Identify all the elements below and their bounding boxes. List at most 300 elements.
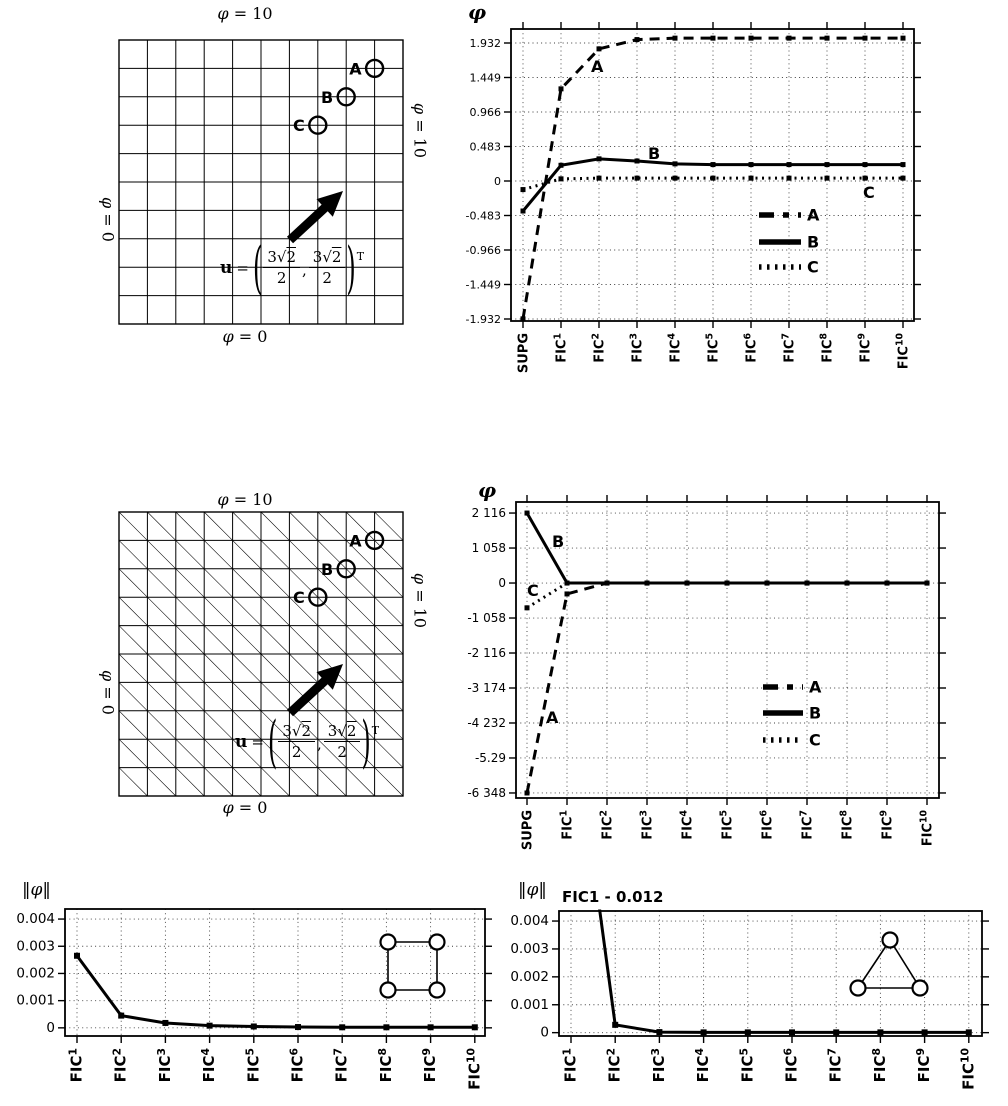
mesh-diagonal [204, 654, 232, 682]
data-point-marker [295, 1024, 301, 1030]
mesh-diagonal [289, 540, 317, 568]
mesh-diagonal [346, 597, 374, 625]
data-point-marker [789, 1029, 795, 1035]
x-tick-label: FIC$^6$ [781, 1048, 801, 1083]
x-tick-label: FIC$^4$ [678, 810, 696, 840]
mesh-diagonal [261, 512, 289, 540]
mesh-diagonal [289, 626, 317, 654]
y-axis-title: φ [468, 0, 487, 24]
mesh-diagonal [147, 711, 175, 739]
y-tick-label: 1.449 [469, 71, 501, 85]
grid-lines [511, 29, 914, 321]
mesh-diagonal [318, 597, 346, 625]
x-tick-label: FIC$^5$ [243, 1048, 263, 1083]
mesh-diagonal [204, 597, 232, 625]
chart-error-norm-quad [0, 880, 500, 1106]
x-tick-label: SUPG [516, 333, 532, 374]
triangular-mesh-drawing [40, 460, 460, 825]
mesh-diagonal [119, 512, 147, 540]
x-tick-label: FIC$^6$ [758, 810, 776, 840]
mesh-diagonal [318, 768, 346, 796]
mesh-diagonal [289, 512, 317, 540]
chart-error-norm-triangle [500, 880, 1008, 1106]
mesh-diagonal [119, 597, 147, 625]
data-point-marker [525, 790, 530, 795]
x-tick-label: FIC$^8$ [869, 1048, 889, 1083]
superscript: 2 [110, 1048, 124, 1056]
phi-symbol: φ [217, 4, 229, 23]
x-tick-label: FIC$^5$ [704, 333, 722, 363]
data-point-marker [597, 46, 602, 51]
mesh-diagonal [375, 512, 403, 540]
y-tick-label: 0 [498, 576, 506, 591]
element-node [883, 933, 898, 948]
data-point-marker [749, 36, 754, 41]
data-point-marker [521, 187, 526, 192]
mesh-diagonal [204, 768, 232, 796]
mesh-diagonal [176, 626, 204, 654]
mesh-diagonal [261, 654, 289, 682]
superscript: 7 [798, 810, 810, 817]
data-point-marker [207, 1023, 213, 1029]
y-tick-label: -1.449 [465, 278, 501, 292]
mesh-diagonal [176, 711, 204, 739]
mesh-diagonal [119, 739, 147, 767]
phi-symbol: φ [98, 197, 118, 209]
mesh-diagonal [233, 569, 261, 597]
boundary-label-left: φ = 0 [98, 670, 118, 715]
y-tick-label: -0.483 [465, 209, 501, 223]
mesh-diagonal [233, 768, 261, 796]
superscript: 9 [420, 1048, 434, 1056]
data-point-marker [745, 1029, 751, 1035]
mesh-diagonal [147, 569, 175, 597]
mesh-diagonal [204, 512, 232, 540]
velocity-arrow [282, 655, 351, 722]
data-point-marker [922, 1029, 928, 1035]
x-tick-label: FIC$^9$ [420, 1048, 440, 1083]
data-point-marker [901, 36, 906, 41]
series-group [74, 953, 478, 1031]
y-tick-label: 0.002 [510, 968, 549, 985]
x-tick-label: FIC$^1$ [66, 1048, 86, 1083]
data-point-marker [925, 581, 930, 586]
mesh-diagonal [176, 739, 204, 767]
superscript: 10 [894, 333, 906, 347]
x-tick-label: FIC$^8$ [838, 810, 856, 840]
y-tick-label: 0.002 [16, 965, 55, 982]
x-tick-label: FIC$^4$ [666, 333, 684, 363]
mesh-diagonal [176, 597, 204, 625]
x-tick-label: FIC$^2$ [590, 333, 608, 363]
mesh-diagonal [147, 512, 175, 540]
mesh-diagonal [147, 540, 175, 568]
axis-ticks [509, 495, 946, 805]
data-point-marker [787, 36, 792, 41]
data-point-marker [635, 176, 640, 181]
superscript: 4 [693, 1048, 707, 1056]
data-point-marker [251, 1023, 257, 1029]
data-point-marker [339, 1024, 345, 1030]
error-chart-quad-svg [0, 880, 500, 1106]
data-point-marker [597, 176, 602, 181]
u-vector: u [220, 257, 233, 278]
mesh-diagonal [204, 626, 232, 654]
mesh-diagonal [375, 768, 403, 796]
y-tick-label: 0 [494, 175, 501, 188]
x-tick-label: FIC$^3$ [638, 810, 656, 840]
superscript: 9 [878, 810, 890, 817]
y-tick-label: 0 [540, 1024, 549, 1041]
legend [759, 206, 820, 277]
radical-sign: √ [322, 248, 332, 266]
superscript: 3 [648, 1048, 662, 1056]
superscript: 4 [666, 333, 678, 340]
x-tick-label: FIC$^9$ [856, 333, 874, 363]
superscript: 5 [737, 1048, 751, 1056]
mesh-diagonal [119, 682, 147, 710]
x-tick-label: FIC$^3$ [628, 333, 646, 363]
transpose-superscript: T [356, 250, 365, 263]
data-point-marker [825, 36, 830, 41]
data-point-marker [525, 605, 530, 610]
x-tick-label: FIC$^3$ [648, 1048, 668, 1083]
y-tick-label: -5.29 [474, 750, 506, 765]
y-tick-label: 0 [46, 1019, 55, 1036]
boundary-label-top: φ = 10 [217, 490, 273, 509]
data-point-marker [383, 1024, 389, 1030]
y-tick-label: 0.004 [510, 913, 549, 930]
boundary-label-bottom: φ = 0 [222, 327, 268, 346]
superscript: 10 [958, 1048, 972, 1064]
x-tick-label: SUPG [520, 810, 536, 851]
series-label-A: A [546, 708, 559, 727]
series-label-A: A [591, 57, 604, 76]
y-tick-label: 0.003 [16, 938, 55, 955]
data-point-marker [635, 159, 640, 164]
data-point-marker [118, 1013, 124, 1019]
series-label-C: C [527, 581, 539, 600]
superscript: 4 [199, 1048, 213, 1056]
data-point-marker [685, 581, 690, 586]
superscript: 3 [154, 1048, 168, 1056]
data-point-marker [559, 86, 564, 91]
mesh-diagonal [375, 540, 403, 568]
y-tick-label: -1.932 [465, 313, 501, 326]
element-node [381, 983, 396, 998]
x-tick-label: FIC$^7$ [780, 333, 798, 363]
legend-label-B: B [807, 232, 820, 252]
superscript: 7 [825, 1048, 839, 1056]
x-tick-label: FIC$^8$ [375, 1048, 395, 1083]
superscript: 5 [704, 333, 716, 340]
y-tick-label: -0.966 [465, 244, 501, 257]
mesh-diagonal [147, 768, 175, 796]
series-line-error [77, 956, 475, 1028]
superscript: 5 [243, 1048, 257, 1056]
mesh-diagonal [176, 768, 204, 796]
mesh-diagonal [318, 512, 346, 540]
data-point-marker [656, 1029, 662, 1035]
superscript: 1 [558, 810, 570, 817]
legend-label-C: C [809, 730, 821, 750]
quadrilateral-element-icon [381, 935, 445, 998]
y-tick-label: 0.001 [16, 992, 55, 1009]
mesh-diagonal [375, 626, 403, 654]
error-chart-triangle-svg [500, 880, 1008, 1106]
u-vector: u [235, 731, 248, 752]
x-tick-label: FIC$^4$ [199, 1048, 219, 1083]
data-point-marker [525, 511, 530, 516]
data-point-marker [428, 1024, 434, 1030]
mesh-diagonal [176, 540, 204, 568]
data-point-marker [597, 156, 602, 161]
data-point-marker [673, 161, 678, 166]
mesh-diagonal [119, 626, 147, 654]
data-point-marker [605, 581, 610, 586]
superscript: 8 [838, 810, 850, 817]
mesh-diagonal [119, 654, 147, 682]
plot-frame [516, 502, 939, 798]
x-tick-label: FIC$^1$ [560, 1048, 580, 1083]
fraction: $\frac{3√2}{2}$ [309, 248, 346, 287]
superscript: 2 [604, 1048, 618, 1056]
x-tick-label: FIC$^3$ [154, 1048, 174, 1083]
data-point-marker [966, 1029, 972, 1035]
superscript: 10 [918, 810, 930, 824]
mesh-diagonal [204, 682, 232, 710]
mesh-diagonal [176, 569, 204, 597]
superscript: 1 [66, 1048, 80, 1056]
y-tick-label: 0.001 [510, 996, 549, 1013]
mesh-diagonal [147, 654, 175, 682]
x-tick-label: FIC$^7$ [798, 810, 816, 840]
arrow-shaft [290, 676, 331, 713]
chart-phi-square-mesh [460, 0, 1008, 400]
x-tick-label: FIC$^5$ [718, 810, 736, 840]
y-tick-label: 0.483 [469, 140, 501, 154]
superscript: 8 [869, 1048, 883, 1056]
y-tick-label: 1.932 [469, 37, 501, 50]
triangle-element-icon [851, 933, 928, 996]
y-tick-label: 0.003 [510, 940, 549, 957]
data-point-marker [711, 176, 716, 181]
data-point-marker [901, 176, 906, 181]
mesh-diagonal [204, 739, 232, 767]
square-mesh-drawing [40, 0, 460, 365]
open-paren: ( [267, 708, 278, 775]
legend-label-A: A [809, 677, 822, 697]
data-point-marker [863, 176, 868, 181]
plot-frame [559, 911, 982, 1036]
superscript: 7 [780, 333, 792, 340]
legend-label-A: A [807, 205, 820, 225]
mesh-diagonal [346, 569, 374, 597]
series-label-B: B [552, 532, 565, 551]
boundary-label-bottom: φ = 0 [222, 798, 268, 817]
axis-ticks [504, 22, 921, 328]
superscript: 2 [590, 333, 602, 340]
chart-phi-triangular-mesh [460, 460, 1008, 880]
x-tick-label: FIC$^{10}$ [464, 1048, 484, 1090]
superscript: 8 [818, 333, 830, 340]
series-label-C: C [863, 183, 875, 202]
mesh-diagonal [233, 682, 261, 710]
element-node [430, 935, 445, 950]
data-point-marker [673, 36, 678, 41]
grid-lines [516, 502, 939, 798]
x-tick-label: FIC$^{10}$ [958, 1048, 978, 1090]
data-point-marker [805, 581, 810, 586]
superscript: 5 [718, 810, 730, 817]
phi-chart-square-svg [460, 0, 1008, 400]
mesh-diagonal [261, 569, 289, 597]
y-tick-label: 0.004 [16, 911, 55, 928]
superscript: 10 [464, 1048, 478, 1064]
mesh-diagonal [346, 626, 374, 654]
mesh-diagonal [204, 711, 232, 739]
offscale-annotation: FIC1 - 0.012 [562, 888, 664, 906]
y-tick-label: 0.966 [469, 106, 501, 119]
mesh-diagonal [375, 654, 403, 682]
data-point-marker [901, 162, 906, 167]
arrow-shaft [290, 203, 331, 240]
superscript: 3 [638, 810, 650, 817]
y-tick-label: 1 058 [471, 541, 506, 556]
legend-label-B: B [809, 703, 822, 723]
mesh-panel-triangular [40, 460, 460, 825]
mesh-diagonal [119, 569, 147, 597]
phi-symbol: φ [410, 102, 430, 115]
boundary-label-left: φ = 0 [98, 197, 118, 242]
x-tick-label: FIC$^1$ [552, 333, 570, 363]
y-tick-label: -6 348 [467, 785, 506, 800]
mesh-diagonal [147, 739, 175, 767]
fraction: $\frac{3√2}{2}$ [278, 722, 315, 761]
mesh-diagonal [233, 512, 261, 540]
data-point-marker [472, 1024, 478, 1030]
data-point-marker [521, 316, 526, 321]
radical-sign: √ [276, 248, 287, 266]
boundary-label-right: φ = 10 [410, 572, 430, 629]
close-paren: ) [361, 708, 371, 775]
mesh-diagonal [119, 540, 147, 568]
data-point-marker [825, 162, 830, 167]
data-point-marker [725, 581, 730, 586]
superscript: 1 [560, 1048, 574, 1056]
mesh-diagonal [176, 682, 204, 710]
data-point-marker [863, 36, 868, 41]
data-point-marker [749, 162, 754, 167]
mesh-diagonal [233, 540, 261, 568]
y-tick-label: -3 174 [467, 681, 506, 696]
point-label-C: C [293, 588, 305, 608]
mesh-diagonal [375, 682, 403, 710]
legend-label-C: C [807, 257, 819, 277]
phi-symbol: φ [217, 490, 229, 509]
boundary-label-top: φ = 10 [217, 4, 273, 23]
mesh-diagonal [346, 654, 374, 682]
mesh-diagonal [147, 597, 175, 625]
mesh-diagonal [289, 768, 317, 796]
phi-symbol: φ [222, 798, 234, 817]
y-axis-title: ‖φ‖ [518, 880, 547, 900]
mesh-diagonal [261, 540, 289, 568]
mesh-diagonal [261, 597, 289, 625]
point-label-B: B [320, 87, 334, 107]
velocity-formula: u = ( $\frac{3√2}{2}$ , $\frac{3√2}{2}$ ) T [220, 234, 365, 301]
series-label-B: B [648, 144, 661, 163]
data-point-marker [701, 1029, 707, 1035]
velocity-formula: u = ( $\frac{3√2}{2}$ , $\frac{3√2}{2}$ ) T [235, 708, 380, 775]
point-label-B: B [320, 559, 334, 579]
close-paren: ) [346, 234, 356, 301]
boundary-label-right: φ = 10 [410, 102, 430, 159]
x-tick-label: FIC$^6$ [742, 333, 760, 363]
x-tick-label: FIC$^7$ [331, 1048, 351, 1083]
mesh-diagonal [119, 768, 147, 796]
mesh-diagonal [233, 597, 261, 625]
data-point-marker [877, 1029, 883, 1035]
element-node [913, 981, 928, 996]
y-tick-label: -2 116 [467, 646, 506, 661]
radical-sign: √ [291, 722, 302, 740]
x-tick-label: FIC$^{10}$ [894, 333, 912, 370]
x-tick-label: FIC$^8$ [818, 333, 836, 363]
x-tick-label: FIC$^9$ [878, 810, 896, 840]
superscript: 6 [742, 333, 754, 340]
superscript: 3 [628, 333, 640, 340]
mesh-diagonal [375, 569, 403, 597]
data-point-marker [162, 1020, 168, 1026]
mesh-diagonal [147, 626, 175, 654]
mesh-diagonal [261, 682, 289, 710]
fraction: $\frac{3√2}{2}$ [324, 722, 361, 761]
superscript: 9 [914, 1048, 928, 1056]
x-tick-label: FIC$^2$ [604, 1048, 624, 1083]
superscript: 8 [375, 1048, 389, 1056]
series-line-C [527, 583, 927, 608]
mesh-panel-square [40, 0, 460, 365]
data-point-marker [845, 581, 850, 586]
y-tick-label: -4 232 [467, 715, 506, 730]
data-point-marker [559, 163, 564, 168]
superscript: 9 [856, 333, 868, 340]
mesh-diagonal [119, 711, 147, 739]
x-tick-label: FIC$^1$ [558, 810, 576, 840]
superscript: 6 [287, 1048, 301, 1056]
mesh-diagonal [204, 540, 232, 568]
mesh-diagonal [233, 654, 261, 682]
mesh-diagonal [233, 626, 261, 654]
data-point-marker [711, 36, 716, 41]
mesh-diagonal [318, 626, 346, 654]
x-tick-label: FIC$^{10}$ [918, 810, 936, 847]
mesh-diagonal [289, 654, 317, 682]
superscript: 1 [552, 333, 564, 340]
superscript: 4 [678, 810, 690, 817]
data-point-marker [833, 1029, 839, 1035]
x-tick-label: FIC$^9$ [914, 1048, 934, 1083]
point-label-A: A [349, 59, 362, 79]
radical-sign: √ [337, 722, 347, 740]
grid-lines [559, 911, 982, 1036]
y-axis-title: ‖φ‖ [22, 880, 51, 900]
data-point-marker [635, 37, 640, 42]
mesh-diagonal [375, 597, 403, 625]
x-tick-label: FIC$^2$ [598, 810, 616, 840]
data-point-marker [74, 953, 80, 959]
